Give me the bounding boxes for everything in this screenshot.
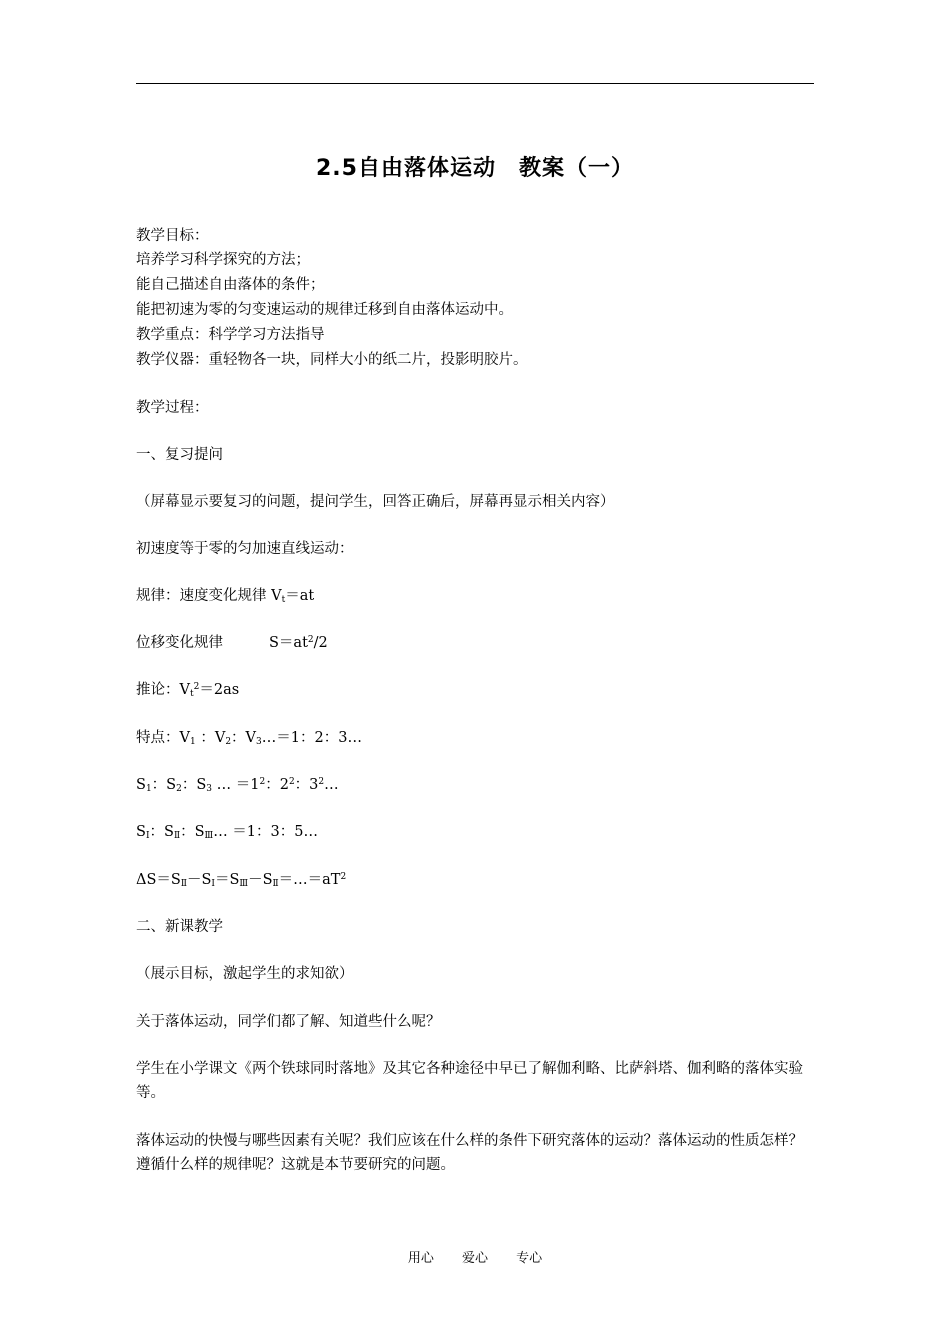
new-lesson-paragraph: 学生在小学课文《两个铁球同时落地》及其它各种途径中早已了解伽利略、比萨斜塔、伽利略的落体实验等。 xyxy=(136,1061,803,1101)
formula-displacement-ratio: $S_1$：$S_2$：$S_3$ … $=1^2$：$2^2$：$3^2\dots$ xyxy=(136,777,339,794)
page-title: 2.5自由落体运动 教案（一） xyxy=(316,156,634,181)
new-lesson-note: （展示目标，激起学生的求知欲） xyxy=(136,966,354,982)
process-heading: 教学过程： xyxy=(136,400,209,416)
header-rule xyxy=(136,83,814,84)
new-lesson-question: 关于落体运动，同学们都了解、知道些什么呢？ xyxy=(136,1014,441,1030)
instruments: 教学仪器：重轻物各一块，同样大小的纸二片，投影明胶片。 xyxy=(136,352,528,368)
objective-item: 培养学习科学探究的方法； xyxy=(136,252,310,268)
key-point: 教学重点：科学学习方法指导 xyxy=(136,327,325,343)
page-footer xyxy=(0,1247,950,1266)
footer-text: 专心 xyxy=(516,1251,543,1266)
footer-text: 用心 xyxy=(407,1251,434,1266)
new-lesson-heading: 二、新课教学 xyxy=(136,919,223,935)
formula-velocity-ratio: 特点：$V_1$ ：$V_2$：$V_3\dots=1$：2：3… xyxy=(136,730,362,747)
review-note: （屏幕显示要复习的问题，提问学生，回答正确后，屏幕再显示相关内容） xyxy=(136,494,615,510)
footer-text: 爱心 xyxy=(461,1251,488,1266)
formula-velocity-law: 规律：速度变化规律 $V_t=at$ xyxy=(136,588,315,605)
review-heading: 一、复习提问 xyxy=(136,447,223,463)
objectives-heading: 教学目标： xyxy=(136,228,209,244)
new-lesson-paragraph: 落体运动的快慢与哪些因素有关呢？我们应该在什么样的条件下研究落体的运动？落体运动的性质怎样？遵循什么样的规律呢？这就是本节要研究的问题。 xyxy=(136,1133,803,1173)
review-intro: 初速度等于零的匀加速直线运动： xyxy=(136,541,354,557)
formula-delta-s: $\Delta S=S_Ⅱ-S_Ⅰ=S_Ⅲ-S_Ⅱ=\dots=aT^2$ xyxy=(136,872,347,889)
objective-item: 能自己描述自由落体的条件； xyxy=(136,277,325,293)
formula-inference: 推论：$V_t^2=2as$ xyxy=(136,682,240,699)
formula-successive-ratio: $S_Ⅰ$：$S_Ⅱ$：$S_Ⅲ\dots =1$：3：5… xyxy=(136,824,318,841)
formula-displacement-law: 位移变化规律 $S=at^2/2$ xyxy=(136,635,328,651)
objective-item: 能把初速为零的匀变速运动的规律迁移到自由落体运动中。 xyxy=(136,302,513,318)
